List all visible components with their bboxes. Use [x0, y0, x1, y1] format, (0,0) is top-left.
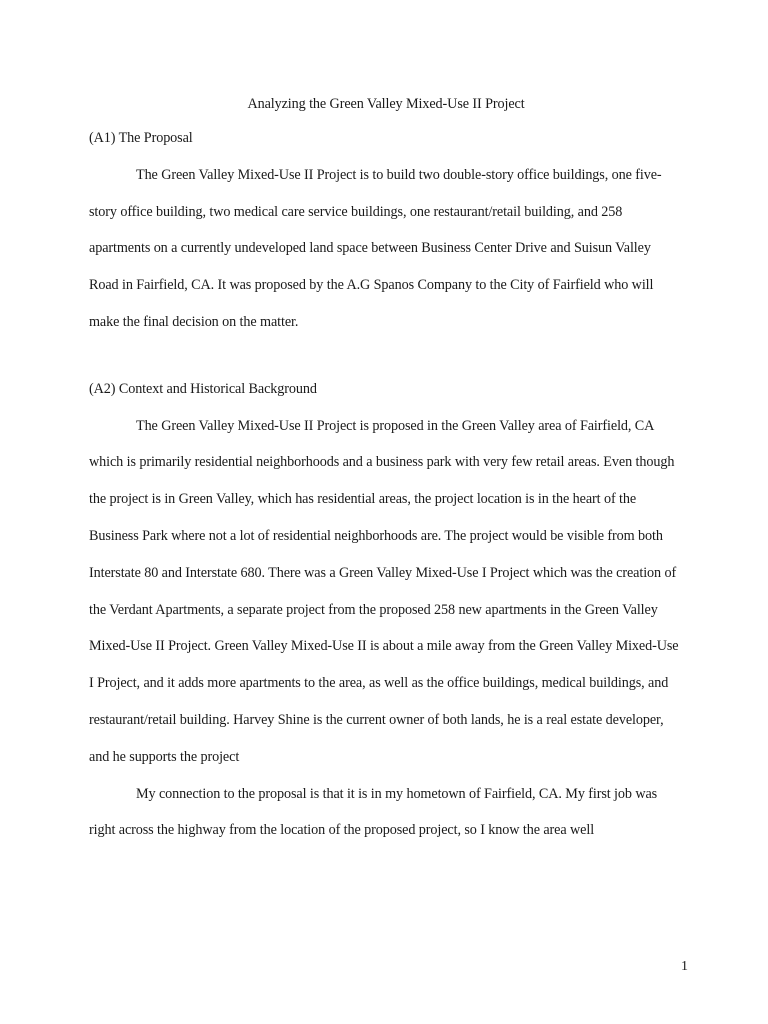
document-title: Analyzing the Green Valley Mixed-Use II Project	[247, 96, 525, 112]
page-number: 1	[681, 959, 688, 974]
section-heading-proposal: (A1) The Proposal	[89, 130, 193, 146]
document-body	[89, 91, 683, 849]
paragraph-proposal: The Green Valley Mixed-Use II Project is to build two double-story office buildings, one five-story office building, two medical care service buildings, one restaurant/retail building, and 258 apartments on a currently undeveloped land space between Business Center Drive and Suisun Valley Road in Fairfield, CA. It was proposed by the A.G Spanos Company to the City of Fairfield who will make the final decision on the matter.	[89, 166, 662, 330]
paragraph-context: The Green Valley Mixed-Use II Project is proposed in the Green Valley area of Fairfield, CA which is primarily residential neighborhoods and a business park with very few retail areas. Even though the project is in Green Valley, which has residential areas, the project location is in the heart of the Business Park where not a lot of residential neighborhoods are. The project would be visible from both Interstate 80 and Interstate 680. There was a Green Valley Mixed-Use I Project which was the creation of the Verdant Apartments, a separate project from the proposed 258 new apartments in the Green Valley Mixed-Use II Project. Green Valley Mixed-Use II is about a mile away from the Green Valley Mixed-Use I Project, and it adds more apartments to the area, as well as the office buildings, medical buildings, and restaurant/retail building. Harvey Shine is the current owner of both lands, he is a real estate developer, and he supports the project	[89, 417, 679, 765]
section-heading-context: (A2) Context and Historical Background	[89, 380, 317, 397]
paragraph-connection: My connection to the proposal is that it is in my hometown of Fairfield, CA. My first job was right across the highway from the location of the proposed project, so I know the area well	[89, 785, 658, 839]
